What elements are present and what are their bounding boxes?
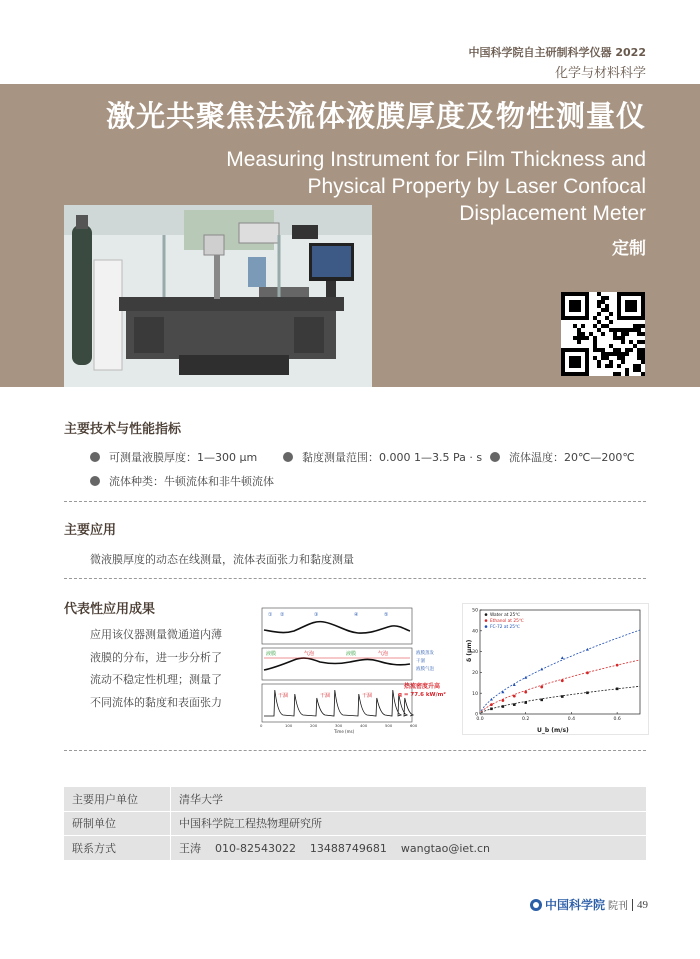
results-line: 不同流体的黏度和表面张力: [90, 695, 222, 709]
legend-entry: 干涸: [416, 659, 425, 664]
x-tick-label: 0.4: [567, 717, 576, 722]
header-meta: [469, 44, 646, 81]
qr-module: [601, 352, 605, 356]
region-marker: ①: [268, 612, 273, 618]
title-english-line: Physical Property by Laser Confocal: [307, 175, 646, 198]
footer-separator: [632, 899, 633, 911]
custom-tag: 定制: [612, 239, 646, 259]
qr-module: [573, 336, 577, 340]
qr-module: [641, 324, 645, 328]
qr-module: [613, 352, 617, 356]
data-point: [540, 686, 543, 689]
qr-module: [621, 360, 625, 364]
spec-item: [490, 449, 635, 465]
table-row: [64, 811, 646, 836]
film-thickness-chart: [462, 603, 649, 735]
data-point: [513, 695, 516, 698]
qr-finder: [625, 300, 637, 312]
qr-module: [597, 348, 601, 352]
chart-svg: [463, 604, 648, 734]
qr-module: [629, 340, 633, 344]
x-axis-label: U_b (m/s): [537, 727, 569, 734]
legend-marker: [485, 613, 488, 616]
qr-module: [613, 328, 617, 332]
legend-entry: Ethanol at 25℃: [490, 619, 524, 624]
region-marker: ④: [354, 612, 359, 618]
data-point: [561, 679, 564, 682]
y-tick-label: 10: [472, 691, 478, 697]
legend-entry: 液膜蒸发: [416, 651, 434, 656]
spec-text: 流体温度：20℃—200℃: [509, 451, 635, 464]
qr-module: [597, 360, 601, 364]
data-point: [561, 695, 564, 698]
qr-module: [601, 296, 605, 300]
region-marker: ③: [314, 612, 319, 618]
qr-module: [609, 320, 613, 324]
y-tick-label: 30: [472, 650, 478, 656]
qr-module: [597, 312, 601, 316]
legend-marker: [485, 619, 488, 622]
qr-module: [633, 368, 637, 372]
qr-module: [597, 364, 601, 368]
qr-module: [609, 364, 613, 368]
x-tick-label: 200: [310, 723, 318, 728]
y-tick-label: 20: [472, 671, 478, 676]
region-label: 液膜: [266, 651, 277, 657]
qr-module: [613, 336, 617, 340]
y-axis-label: δ (μm): [466, 639, 473, 662]
qr-module: [617, 352, 621, 356]
region-label: 气泡: [378, 651, 389, 657]
x-tick-label: 500: [385, 723, 393, 728]
qr-module: [617, 328, 621, 332]
qr-module: [593, 344, 597, 348]
qr-module: [625, 352, 629, 356]
qr-module: [581, 324, 585, 328]
table-label: 研制单位: [64, 811, 171, 836]
data-point: [540, 699, 543, 702]
x-tick-label: 0.0: [476, 717, 484, 722]
table-label: 主要用户单位: [64, 787, 171, 811]
qr-module: [609, 312, 613, 316]
qr-module: [597, 304, 601, 308]
table-value: 清华大学: [179, 792, 223, 806]
section-title-specs: 主要技术与性能指标: [64, 422, 182, 437]
instrument-illustration: [64, 205, 372, 387]
data-point: [501, 699, 504, 702]
event-label: 干涸: [362, 693, 373, 699]
qr-module: [609, 344, 613, 348]
applications-text: 微液膜厚度的动态在线测量，流体表面张力和黏度测量: [90, 553, 354, 566]
spec-text: 可测量液膜厚度：1—300 μm: [109, 451, 258, 464]
x-tick-label: 100: [285, 723, 293, 728]
qr-module: [601, 308, 605, 312]
results-line: 应用该仪器测量微通道内薄: [90, 628, 222, 641]
qr-module: [593, 340, 597, 344]
spec-text: 黏度测量范围：0.000 1—3.5 Pa · s: [302, 451, 483, 464]
qr-module: [597, 320, 601, 324]
qr-module: [609, 360, 613, 364]
qr-module: [609, 328, 613, 332]
qr-module: [621, 332, 625, 336]
qr-module: [617, 372, 621, 376]
series-label: 中国科学院自主研制科学仪器 2022: [468, 46, 646, 59]
spec-item: [90, 449, 257, 465]
qr-module: [605, 316, 609, 320]
qr-module: [641, 340, 645, 344]
qr-module: [597, 292, 601, 296]
bullet-dot: [283, 452, 293, 462]
film-timeseries-svg: [254, 604, 454, 734]
qr-module: [577, 332, 581, 336]
qr-finder: [569, 300, 581, 312]
qr-module: [605, 296, 609, 300]
table-label: 联系方式: [64, 836, 171, 860]
section-divider: [64, 578, 646, 579]
page-number: 49: [637, 898, 648, 911]
qr-module: [605, 364, 609, 368]
qr-module: [593, 348, 597, 352]
series-fit-line: [481, 660, 640, 712]
bullet-dot: [90, 476, 100, 486]
qr-module: [609, 352, 613, 356]
qr-module: [613, 348, 617, 352]
qr-module: [601, 332, 605, 336]
data-point: [586, 691, 589, 694]
qr-module: [621, 356, 625, 360]
qr-module: [585, 336, 589, 340]
table-row: [64, 836, 646, 860]
title-chinese: 激光共聚焦法流体液膜厚度及物性测量仪: [105, 99, 646, 133]
qr-module: [577, 340, 581, 344]
qr-module: [593, 356, 597, 360]
qr-module: [621, 328, 625, 332]
qr-module: [625, 348, 629, 352]
qr-module: [637, 368, 641, 372]
qr-module: [625, 372, 629, 376]
qr-module: [641, 348, 645, 352]
journal-label: 院刊: [608, 901, 628, 912]
qr-module: [617, 364, 621, 368]
qr-module: [581, 332, 585, 336]
qr-module: [605, 308, 609, 312]
qr-module: [621, 336, 625, 340]
qr-module: [637, 332, 641, 336]
qr-module: [621, 340, 625, 344]
info-table: [64, 787, 646, 860]
data-point: [513, 683, 516, 686]
x-axis-label: Time (ms): [334, 729, 355, 734]
data-point: [616, 664, 619, 667]
section-title-results: 代表性应用成果: [64, 602, 156, 617]
results-line: 液膜的分布，进一步分析了: [90, 650, 222, 664]
qr-module: [573, 324, 577, 328]
x-tick-label: 0: [260, 723, 263, 728]
qr-module: [613, 332, 617, 336]
legend-entry: Water at 25℃: [490, 613, 521, 618]
qr-module: [617, 356, 621, 360]
qr-module: [613, 372, 617, 376]
qr-module: [617, 348, 621, 352]
qr-module: [637, 356, 641, 360]
series-fit-line: [481, 630, 640, 711]
data-point: [561, 656, 564, 659]
logo-text: 中国科学院: [544, 898, 605, 912]
qr-module: [593, 336, 597, 340]
section-divider: [64, 750, 646, 751]
qr-module: [625, 328, 629, 332]
x-tick-label: 400: [360, 723, 368, 728]
qr-module: [577, 328, 581, 332]
annotation: 热流密度升高: [404, 683, 441, 690]
qr-module: [601, 324, 605, 328]
qr-module: [633, 324, 637, 328]
spec-item: [90, 473, 274, 489]
qr-module: [637, 364, 641, 368]
qr-module: [641, 352, 645, 356]
page-footer: [530, 896, 648, 913]
x-tick-label: 0.2: [522, 717, 530, 722]
qr-module: [641, 360, 645, 364]
table-row: [64, 787, 646, 811]
qr-module: [597, 300, 601, 304]
qr-module: [621, 352, 625, 356]
title-english-line: Displacement Meter: [459, 202, 646, 225]
region-marker: ②: [280, 612, 285, 618]
x-tick-label: 0.6: [613, 717, 621, 722]
region-label: 气泡: [304, 651, 315, 657]
qr-module: [597, 328, 601, 332]
film-curve: [264, 622, 410, 634]
y-tick-label: 40: [472, 629, 478, 635]
data-point: [586, 671, 589, 674]
qr-module: [605, 352, 609, 356]
section-title-applications: 主要应用: [64, 523, 117, 538]
qr-module: [637, 328, 641, 332]
data-point: [524, 676, 527, 679]
qr-module: [617, 336, 621, 340]
qr-module: [605, 356, 609, 360]
data-point: [490, 708, 493, 711]
qr-module: [601, 356, 605, 360]
event-label: 干涸: [278, 693, 289, 699]
section-divider: [64, 501, 646, 502]
results-text: [90, 624, 270, 714]
qr-module: [629, 348, 633, 352]
series-fit-line: [481, 686, 640, 713]
data-point: [586, 648, 589, 651]
film-curve: [264, 658, 410, 670]
qr-code-graphic: [561, 292, 645, 376]
qr-module: [633, 328, 637, 332]
y-tick-label: 50: [472, 608, 478, 614]
spec-text: 流体种类：牛顿流体和非牛顿流体: [109, 475, 274, 488]
data-point: [502, 705, 505, 708]
data-point: [490, 703, 493, 706]
cas-logo-icon: [530, 899, 542, 911]
qr-module: [577, 336, 581, 340]
qr-module: [633, 344, 637, 348]
qr-module: [637, 352, 641, 356]
bullet-dot: [90, 452, 100, 462]
data-point: [513, 703, 516, 706]
qr-module: [589, 332, 593, 336]
qr-module: [641, 372, 645, 376]
x-tick-label: 300: [335, 723, 343, 728]
qr-module: [625, 332, 629, 336]
data-point: [524, 691, 527, 694]
region-label: 液膜: [346, 651, 357, 657]
qr-module: [601, 300, 605, 304]
data-point: [616, 688, 619, 691]
film-timeseries-figure: [254, 604, 454, 734]
qr-module: [605, 324, 609, 328]
qr-module: [637, 348, 641, 352]
qr-module: [601, 348, 605, 352]
qr-module: [637, 324, 641, 328]
legend-marker: [485, 625, 488, 628]
qr-module: [629, 328, 633, 332]
legend-entry: 液膜气泡: [416, 667, 434, 672]
instrument-photo: [64, 205, 372, 387]
title-banner: [0, 84, 700, 387]
qr-module: [633, 364, 637, 368]
qr-module: [593, 316, 597, 320]
qr-finder: [569, 356, 581, 368]
y-tick-label: 0: [475, 712, 478, 718]
results-line: 流动不稳定性机理；测量了: [90, 673, 222, 687]
legend-entry: FC-72 at 25℃: [490, 625, 520, 630]
category-label: 化学与材料科学: [554, 66, 646, 81]
annotation: q = 77.6 kW/m²: [398, 692, 446, 698]
qr-module: [641, 356, 645, 360]
qr-module: [637, 340, 641, 344]
title-english-line: Measuring Instrument for Film Thickness and: [226, 148, 646, 171]
qr-module: [605, 304, 609, 308]
event-label: 干涸: [320, 693, 331, 699]
data-point: [524, 701, 527, 704]
qr-module: [641, 332, 645, 336]
x-tick-label: 600: [410, 723, 418, 728]
qr-module: [581, 336, 585, 340]
data-point: [490, 698, 493, 701]
region-marker: ⑤: [384, 612, 389, 618]
table-value: 王涛 010-82543022 13488749681 wangtao@iet.cn: [171, 836, 647, 860]
table-value: 中国科学院工程热物理研究所: [171, 811, 647, 836]
qr-code[interactable]: [561, 292, 645, 376]
bullet-dot: [490, 452, 500, 462]
spec-item: [283, 449, 482, 465]
qr-module: [625, 368, 629, 372]
qr-module: [593, 324, 597, 328]
